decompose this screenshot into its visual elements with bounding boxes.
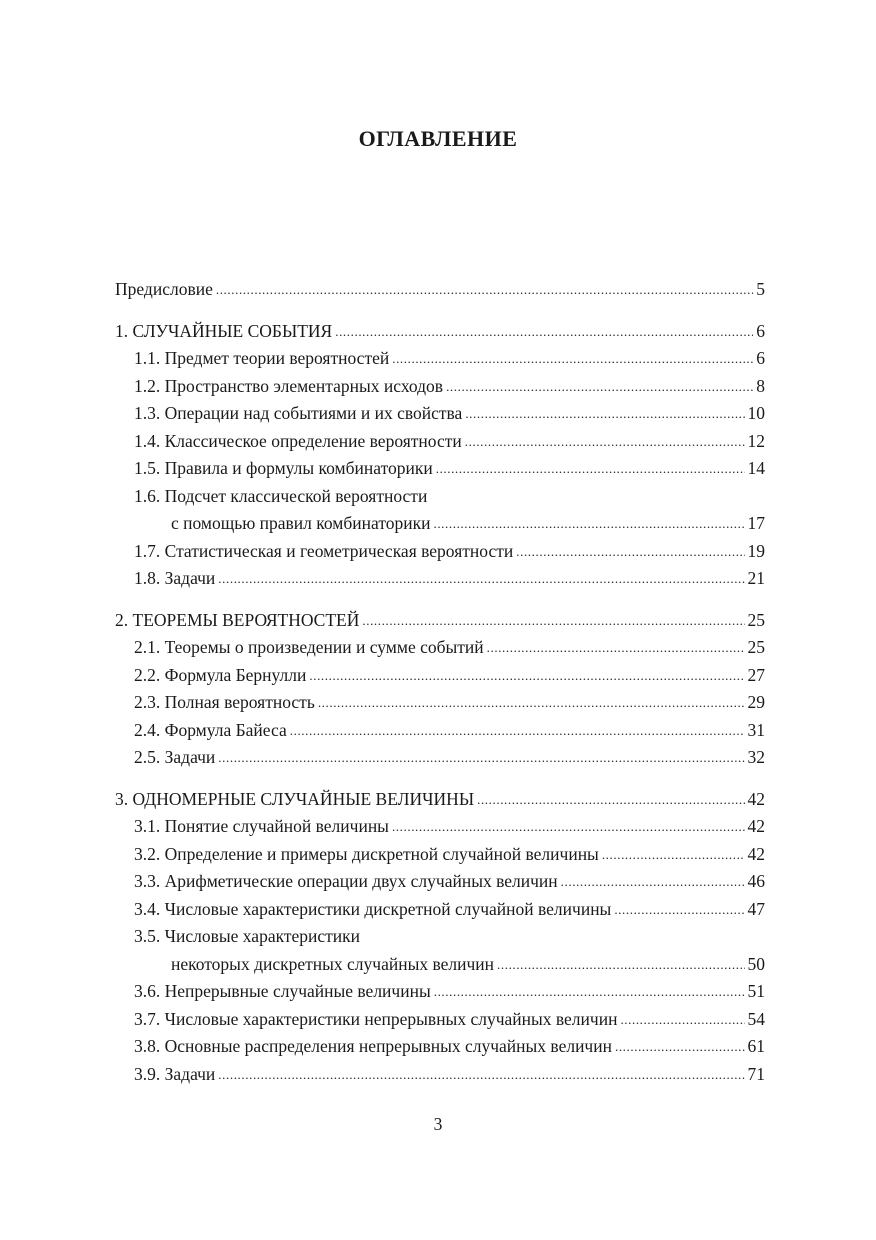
toc-entry-label: 1.5. Правила и формулы комбинаторики (134, 458, 433, 478)
toc-section-chapter-1 (115, 318, 765, 593)
toc-entry-page: 50 (747, 953, 765, 974)
dot-leader (218, 1060, 744, 1089)
toc-entry-label: 3.5. Числовые характеристики (134, 926, 361, 946)
toc-entry-label: 1.8. Задачи (134, 568, 216, 588)
toc-entry-page: 5 (756, 279, 765, 299)
toc-entry-page: 6 (756, 320, 765, 341)
dot-leader (487, 633, 745, 662)
dot-leader (436, 454, 745, 483)
dot-leader (392, 812, 745, 841)
toc-subsection-entry[interactable] (115, 400, 765, 428)
toc-entry-label: 1.4. Классическое определение вероятности (134, 430, 462, 451)
toc-section-chapter-3 (115, 786, 765, 1089)
toc-entry-page: 42 (747, 843, 765, 864)
toc-entry-page: 25 (747, 609, 765, 630)
toc-entry-label: 1.6. Подсчет классической вероятности (134, 485, 428, 506)
toc-entry-label: некоторых дискретных случайных величин (171, 953, 495, 974)
toc-subsection-entry[interactable] (115, 538, 765, 566)
dot-leader (362, 606, 744, 635)
toc-entry-label: 1.2. Пространство элементарных исходов (134, 375, 444, 396)
toc-entry-page: 27 (747, 664, 765, 685)
toc-entry-label: 3.2. Определение и примеры дискретной случайной величины (134, 843, 599, 864)
toc-entry-label: 2.3. Полная вероятность (134, 692, 315, 712)
dot-leader (477, 785, 744, 814)
toc-subsection-entry[interactable] (115, 1006, 765, 1034)
page-title: ОГЛАВЛЕНИЕ (358, 126, 518, 151)
toc-entry-label: 2. ТЕОРЕМЫ ВЕРОЯТНОСТЕЙ (115, 609, 360, 630)
toc-entry-page: 6 (756, 348, 765, 368)
toc-entry-page: 21 (747, 568, 765, 588)
toc-entry-page: 25 (747, 637, 765, 657)
toc-entry-page: 42 (747, 788, 765, 809)
toc-subsection-entry-continued[interactable] (115, 951, 765, 979)
dot-leader (216, 275, 753, 304)
toc-entry-page: 19 (747, 540, 765, 561)
dot-leader (465, 399, 744, 428)
dot-leader (615, 1032, 745, 1061)
toc-entry-page: 42 (747, 816, 765, 836)
toc-entry-page: 31 (747, 719, 765, 740)
toc-subsection-entry[interactable] (115, 1061, 765, 1089)
toc-subsection-entry[interactable] (115, 744, 765, 772)
toc-entry-label: 2.5. Задачи (134, 747, 216, 767)
toc-subsection-entry[interactable] (115, 813, 765, 841)
toc-entry-page: 32 (747, 747, 765, 767)
toc-entry-label: 2.2. Формула Бернулли (134, 664, 307, 685)
toc-section-chapter-2 (115, 607, 765, 772)
toc-subsection-entry[interactable] (115, 923, 765, 951)
toc-subsection-entry[interactable] (115, 373, 765, 401)
toc-subsection-entry[interactable] (115, 634, 765, 662)
toc-subsection-entry[interactable] (115, 896, 765, 924)
toc-subsection-entry[interactable] (115, 662, 765, 690)
toc-subsection-entry-continued[interactable] (115, 510, 765, 538)
toc-entry-page: 51 (747, 981, 765, 1001)
toc-subsection-entry[interactable] (115, 978, 765, 1006)
toc-chapter-entry[interactable] (115, 318, 765, 346)
toc-entry-label: Предисловие (115, 279, 213, 299)
dot-leader (620, 1005, 744, 1034)
toc-entry-label: 2.1. Теоремы о произведении и сумме событий (134, 637, 484, 657)
page-number: 3 (433, 1114, 443, 1134)
toc-entry-label: 1.7. Статистическая и геометрическая вероятности (134, 540, 514, 561)
dot-leader (290, 716, 745, 745)
dot-leader (218, 743, 744, 772)
dot-leader (318, 688, 745, 717)
dot-leader (335, 317, 753, 346)
toc-subsection-entry[interactable] (115, 428, 765, 456)
toc-entry-page: 29 (747, 692, 765, 712)
toc-section-preface (115, 276, 765, 304)
dot-leader (497, 950, 744, 979)
dot-leader (446, 372, 753, 401)
toc-entry-label: 3.4. Числовые характеристики дискретной случайной величины (134, 898, 612, 919)
dot-leader (602, 840, 745, 869)
toc-subsection-entry[interactable] (115, 1033, 765, 1061)
toc-entry-page: 61 (747, 1036, 765, 1056)
toc-chapter-entry[interactable] (115, 786, 765, 814)
dot-leader (433, 509, 744, 538)
toc-subsection-entry[interactable] (115, 345, 765, 373)
toc-entry-label: 3.9. Задачи (134, 1063, 216, 1084)
toc-subsection-entry[interactable] (115, 483, 765, 511)
toc-subsection-entry[interactable] (115, 455, 765, 483)
toc-entry-label: 3.6. Непрерывные случайные величины (134, 981, 431, 1001)
dot-leader (392, 344, 753, 373)
toc-entry-label: 3.7. Числовые характеристики непрерывных случайных величин (134, 1008, 618, 1029)
toc-entry-page: 71 (747, 1063, 765, 1084)
toc-entry-label: 3.8. Основные распределения непрерывных случайных величин (134, 1036, 612, 1056)
toc-entry-page: 54 (747, 1008, 765, 1029)
dot-leader (465, 427, 745, 456)
toc-entry-label: 3. ОДНОМЕРНЫЕ СЛУЧАЙНЫЕ ВЕЛИЧИНЫ (115, 788, 475, 809)
toc-entry-page: 14 (747, 458, 765, 478)
table-of-contents (115, 276, 765, 1102)
toc-entry-page: 17 (747, 513, 765, 533)
toc-chapters (115, 318, 765, 1089)
toc-entry-page: 8 (756, 375, 765, 396)
toc-entry-label: 3.1. Понятие случайной величины (134, 816, 389, 836)
toc-subsection-entry[interactable] (115, 565, 765, 593)
toc-subsection-entry[interactable] (115, 717, 765, 745)
dot-leader (516, 537, 744, 566)
toc-subsection-entry[interactable] (115, 868, 765, 896)
toc-entry-label: 1.1. Предмет теории вероятностей (134, 348, 390, 368)
toc-chapter-entry[interactable] (115, 607, 765, 635)
dot-leader (561, 867, 745, 896)
toc-entry-page: 46 (747, 871, 765, 891)
dot-leader (434, 977, 745, 1006)
toc-entry-page: 12 (747, 430, 765, 451)
toc-entry-page: 47 (747, 898, 765, 919)
toc-entry-label: 1. СЛУЧАЙНЫЕ СОБЫТИЯ (115, 320, 333, 341)
toc-entry-label: 3.3. Арифметические операции двух случайных величин (134, 871, 558, 891)
toc-entry-label: 2.4. Формула Байеса (134, 719, 287, 740)
toc-subsection-entry[interactable] (115, 841, 765, 869)
toc-entry-label: 1.3. Операции над событиями и их свойства (134, 403, 463, 423)
dot-leader (614, 895, 744, 924)
toc-entry-preface[interactable] (115, 276, 765, 304)
toc-entry-label: с помощью правил комбинаторики (171, 513, 431, 533)
dot-leader (218, 564, 744, 593)
toc-subsection-entry[interactable] (115, 689, 765, 717)
dot-leader (309, 661, 744, 690)
toc-entry-page: 10 (747, 403, 765, 423)
